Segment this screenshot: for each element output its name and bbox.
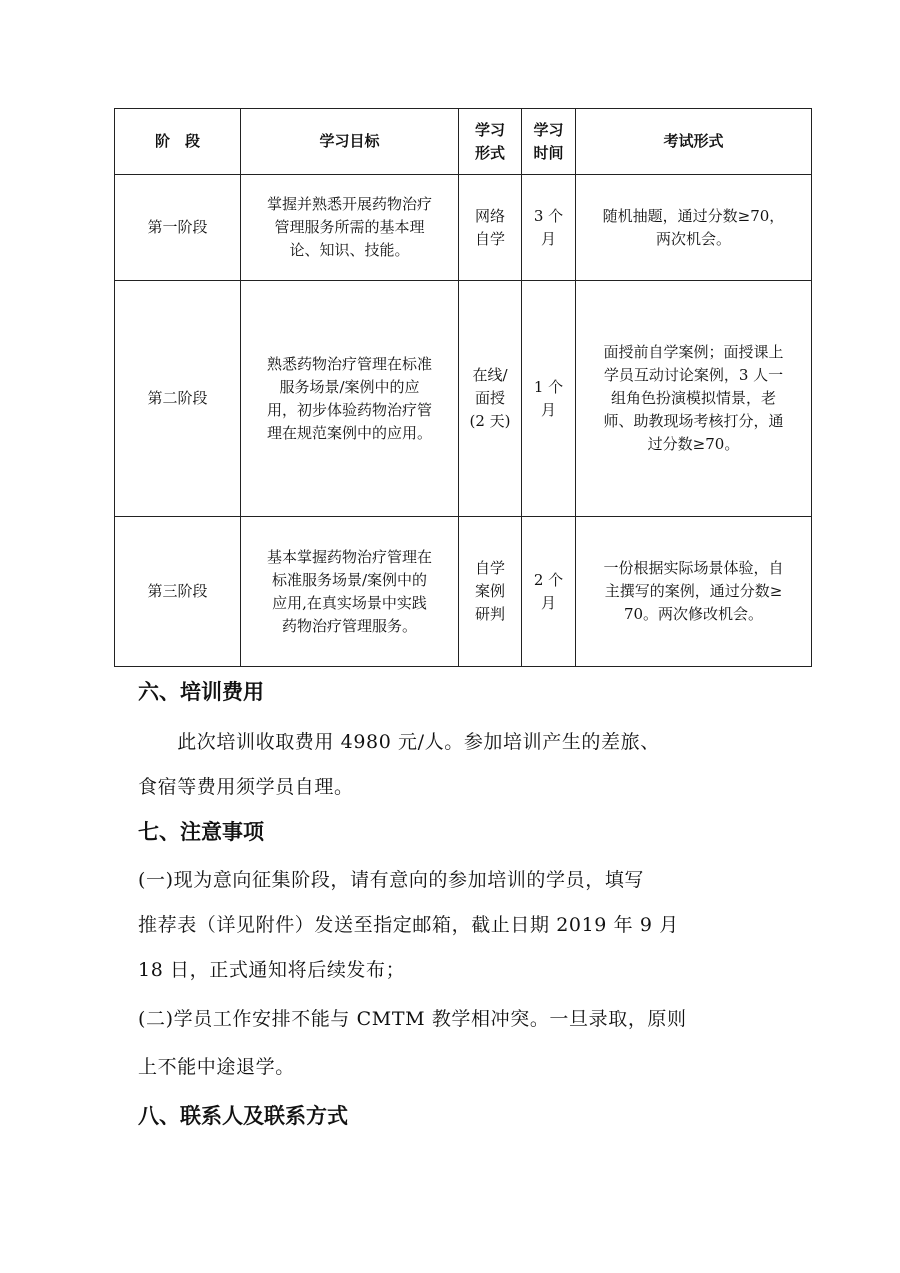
header-stage: 阶 段 (115, 109, 241, 175)
form-cell: 网络 自学 (459, 175, 522, 281)
section-heading-notes: 七、注意事项 (138, 820, 264, 844)
fees-paragraph-line: 此次培训收取费用 4980 元/人。参加培训产生的差旅、 (138, 731, 660, 753)
exam-cell: 一份根据实际场景体验，自 主撰写的案例，通过分数≥ 70。两次修改机会。 (576, 517, 812, 667)
exam-cell: 随机抽题，通过分数≥70， 两次机会。 (576, 175, 812, 281)
exam-cell: 面授前自学案例；面授课上 学员互动讨论案例，3 人一 组角色扮演模拟情景，老 师、助教现场考核打分，通 过分数≥70。 (576, 281, 812, 517)
header-form: 学习 形式 (459, 109, 522, 175)
fees-paragraph-line: 食宿等费用须学员自理。 (138, 776, 354, 798)
header-exam: 考试形式 (576, 109, 812, 175)
time-cell: 3 个 月 (522, 175, 576, 281)
notes-item-line: 上不能中途退学。 (138, 1056, 295, 1078)
time-cell: 1 个 月 (522, 281, 576, 517)
table-row (115, 517, 812, 667)
stage-cell: 第一阶段 (115, 175, 241, 281)
section-heading-contact: 八、联系人及联系方式 (138, 1104, 348, 1128)
notes-item-line: 18 日，正式通知将后续发布； (138, 959, 406, 981)
goal-cell: 熟悉药物治疗管理在标准 服务场景/案例中的应 用，初步体验药物治疗管 理在规范案例中的应用。 (241, 281, 459, 517)
table-row (115, 281, 812, 517)
goal-cell: 基本掌握药物治疗管理在 标准服务场景/案例中的 应用,在真实场景中实践 药物治疗管理服务。 (241, 517, 459, 667)
table-row (115, 175, 812, 281)
goal-cell: 掌握并熟悉开展药物治疗 管理服务所需的基本理 论、知识、技能。 (241, 175, 459, 281)
form-cell: 在线/ 面授 (2 天) (459, 281, 522, 517)
header-time: 学习 时间 (522, 109, 576, 175)
training-stage-table (114, 108, 812, 667)
notes-item-line: 推荐表（详见附件）发送至指定邮箱，截止日期 2019 年 9 月 (138, 914, 679, 936)
header-goal: 学习目标 (241, 109, 459, 175)
notes-item-line: (二)学员工作安排不能与 CMTM 教学相冲突。一旦录取，原则 (138, 1008, 687, 1030)
time-cell: 2 个 月 (522, 517, 576, 667)
table-header-row (115, 109, 812, 175)
form-cell: 自学 案例 研判 (459, 517, 522, 667)
notes-item-line: (一)现为意向征集阶段，请有意向的参加培训的学员，填写 (138, 869, 645, 891)
stage-cell: 第二阶段 (115, 281, 241, 517)
section-heading-fees: 六、培训费用 (138, 680, 264, 704)
stage-cell: 第三阶段 (115, 517, 241, 667)
